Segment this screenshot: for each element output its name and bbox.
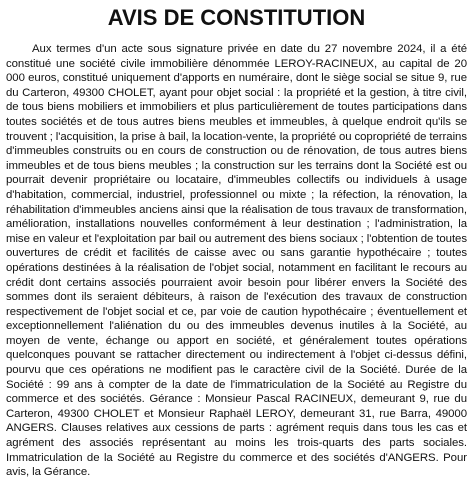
notice-title: AVIS DE CONSTITUTION xyxy=(107,5,366,30)
notice-body-text: Aux termes d'un acte sous signature privée en date du 27 novembre 2024, il a été constitué une société civile immobilière dénommée LEROY-RACINEUX, au capital de 20 000 euros, constitué uniquement d'apports en numéraire, dont le siège social se situe 9, rue du Carteron, 49300 CHOLET, ayant pour objet social : la propriété et la gestion, à titre civil, de tous biens mobiliers et immobiliers et plus particulièrement de toutes participations dans toutes sociétés et de tous autres biens meubles et immeubles, à quelque endroit qu'ils se trouvent ; l'acquisition, la prise à bail, la location-vente, la propriété ou copropriété de terrains d'immeubles construits ou en cours de construction ou de rénovation, de tous autres biens immeubles et de tous biens meubles ; la construction sur les terrains dont la Société est ou pourrait devenir propriétaire ou locataire, d'immeubles collectifs ou individuels à usage d'habitation, commercial, industriel, professionnel ou mixte ; la réfection, la rénovation, la réhabilitation d'immeubles anciens ainsi que la réalisation de tous travaux de transformation, amélioration, installations nouvelles conformément à leur destination ; l'administration, la mise en valeur et l'exploitation par bail ou autrement des biens sociaux ; l'obtention de toutes ouvertures de crédit et facilités de caisse avec ou sans garantie hypothécaire ; toutes opérations destinées à la réalisation de l'objet social, notamment en facilitant le recours au crédit dont certains associés pourraient avoir besoin pour libérer envers la Société des sommes dont ils seraient débiteurs, à raison de l'exécution des travaux de construction respectivement de l'objet social et ce, par voie de caution hypothécaire ; éventuellement et exceptionnellement l'aliénation du ou des immeubles devenus inutiles à la Société, au moyen de vente, échange ou apport en société, et généralement toutes opérations quelconques pouvant se rattacher directement ou indirectement à l'objet ci-dessus défini, pourvu que ces opérations ne modifient pas le caractère civil de la Société. Durée de la Société : 99 ans à compter de la date de l'immatriculation de la Société au Registre du commerce et des sociétés. Gérance : Monsieur Pascal RACINEUX, demeurant 9, rue du Carteron, 49300 CHOLET et Monsieur Raphaël LEROY, demeurant 31, rue Barra, 49000 ANGERS. Clauses relatives aux cessions de parts : agrément requis dans tous les cas et agrément des associés représentant au moins les trois-quarts des parts sociales. Immatriculation de la Société au Registre du commerce et des sociétés d'ANGERS. Pour avis, la Gérance. xyxy=(6,43,467,479)
